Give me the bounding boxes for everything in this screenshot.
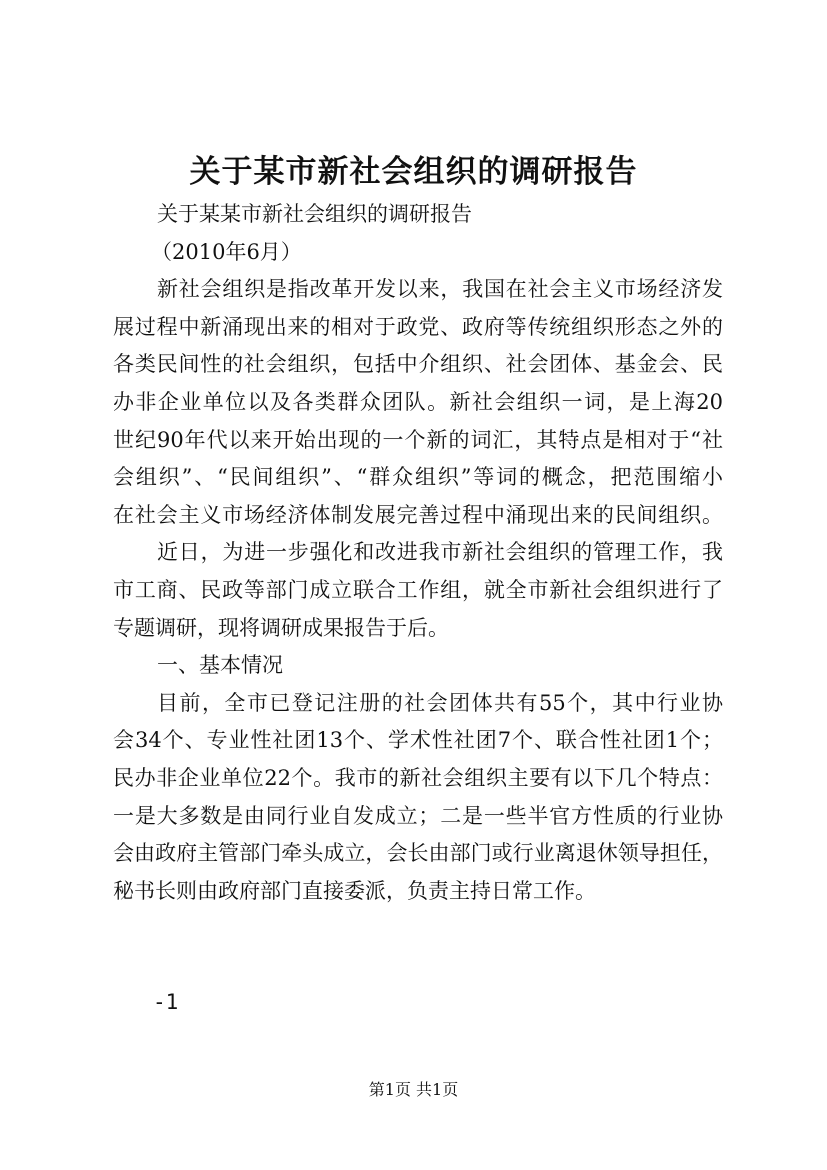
document-body [113,196,723,910]
page-marker: -1 [153,990,179,1014]
paragraph-line: 在社会主义市场经济体制发展完善过程中涌现出来的民间组织。 [113,502,723,527]
paragraph-line: 秘书长则由政府部门直接委派，负责主持日常工作。 [113,878,596,903]
paragraph-line: 会组织”、“民间组织”、“群众组织”等词的概念，把范围缩小 [113,465,723,490]
paragraph-line: 各类民间性的社会组织，包括中介组织、社会团体、基金会、民 [113,352,723,377]
paragraph-line: 会34个、专业性社团13个、学术性社团7个、联合性社团1个； [113,728,723,753]
paragraph-line: 一是大多数是由同行业自发成立；二是一些半官方性质的行业协 [113,803,723,828]
paragraph-line: 会由政府主管部门牵头成立，会长由部门或行业离退休领导担任， [113,841,723,866]
paragraph-line: 民办非企业单位22个。我市的新社会组织主要有以下几个特点： [113,765,723,790]
paragraph-line: 近日，为进一步强化和改进我市新社会组织的管理工作，我 [157,540,723,565]
date-line: （2010年6月） [151,239,302,264]
paragraph-line: 展过程中新涌现出来的相对于政党、政府等传统组织形态之外的 [113,314,723,339]
paragraph-line: 世纪90年代以来开始出现的一个新的词汇，其特点是相对于“社 [113,427,723,452]
paragraph-line: 办非企业单位以及各类群众团队。新社会组织一词，是上海20 [113,389,723,414]
paragraph-line: 市工商、民政等部门成立联合工作组，就全市新社会组织进行了 [113,577,723,602]
section-heading: 一、基本情况 [157,653,283,678]
paragraph-line: 新社会组织是指改革开发以来，我国在社会主义市场经济发 [157,277,723,302]
subtitle: 关于某某市新社会组织的调研报告 [157,202,472,226]
page-footer: 第1页 共1页 [368,1080,459,1099]
document-title: 关于某市新社会组织的调研报告 [189,154,638,190]
paragraph-line: 目前，全市已登记注册的社会团体共有55个，其中行业协 [157,690,723,715]
paragraph-line: 专题调研，现将调研成果报告于后。 [113,615,449,640]
